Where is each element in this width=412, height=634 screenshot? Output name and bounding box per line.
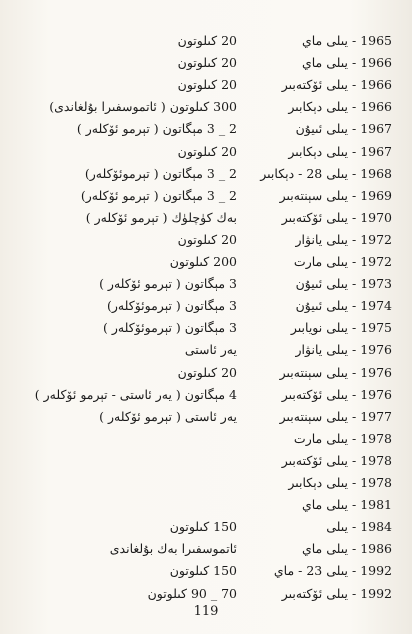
list-item <box>0 251 412 273</box>
list-item <box>0 163 412 185</box>
list-item <box>0 560 412 582</box>
test-yield: 200 كىلوتون <box>169 254 237 269</box>
list-item <box>0 538 412 560</box>
test-yield: 20 كىلوتون <box>177 143 237 159</box>
list-item <box>0 516 412 538</box>
test-yield: 3 مېگاتون ( تېرمو ئۆكلەر ) <box>99 276 237 292</box>
test-yield: 20 كىلوتون <box>177 33 237 48</box>
test-date: 1967 - يىلى دېكابىر <box>288 143 392 159</box>
list-item <box>0 118 412 140</box>
test-yield: ئاتموسفىرا بەك بۇلغاندى <box>109 541 237 557</box>
test-date: 1976 - يىلى يانۋار <box>295 342 392 358</box>
test-date: 1978 - يىلى مارت <box>293 430 392 446</box>
test-yield: 2 _ 3 مېگاتون ( تېرمو ئۆكلەر) <box>80 187 237 203</box>
test-yield: 150 كىلوتون <box>169 519 237 535</box>
test-date: 1973 - يىلى ئىيۇن <box>295 276 392 292</box>
list-item <box>0 96 412 118</box>
test-date: 1969 - يىلى سېنتەبىر <box>279 187 392 203</box>
test-yield: 3 مېگاتون ( تېرموئۆكلەر) <box>107 298 237 314</box>
test-date: 1981 - يىلى ماي <box>301 497 392 513</box>
list-item <box>0 494 412 516</box>
test-yield: 3 مېگاتون ( تېرموئۆكلەر ) <box>103 320 237 336</box>
test-date: 1972 - يىلى مارت <box>293 254 392 269</box>
list-item <box>0 52 412 74</box>
test-date: 1970 - يىلى ئۆكتەبىر <box>281 209 392 225</box>
list-item <box>0 207 412 229</box>
list-item <box>0 339 412 361</box>
list-item <box>0 428 412 450</box>
test-date: 1992 - يىلى ئۆكتەبىر <box>281 585 392 601</box>
test-date: 1992 - يىلى 23 - ماي <box>273 563 392 579</box>
list-item <box>0 362 412 384</box>
list-item <box>0 583 412 605</box>
list-item <box>0 472 412 494</box>
list-item <box>0 273 412 295</box>
test-yield: 20 كىلوتون <box>177 77 237 93</box>
list-item <box>0 317 412 339</box>
list-item <box>0 450 412 472</box>
test-yield: يەر ئاستى <box>184 342 237 358</box>
test-date: 1974 - يىلى ئىيۇن <box>295 298 392 314</box>
test-date: 1978 - يىلى دېكابىر <box>288 475 392 490</box>
test-date: 1977 - يىلى سېنتەبىر <box>279 408 392 424</box>
test-yield: يەر ئاستى ( تېرمو ئۆكلەر ) <box>99 408 237 424</box>
list-item <box>0 384 412 406</box>
list-item <box>0 74 412 96</box>
test-yield: 300 كىلوتون ( ئاتموسفىرا بۇلغاندى) <box>49 99 237 115</box>
test-date: 1986 - يىلى ماي <box>301 541 392 557</box>
test-yield: 150 كىلوتون <box>169 563 237 579</box>
test-date: 1966 - يىلى ماي <box>301 55 392 71</box>
test-date: 1984 - يىلى <box>326 519 392 535</box>
page-number: 119 <box>193 604 219 619</box>
list-item <box>0 185 412 207</box>
test-yield: 2 _ 3 مېگاتون ( تېرمو ئۆكلەر ) <box>76 121 237 137</box>
test-yield: 20 كىلوتون <box>177 231 237 247</box>
test-date: 1966 - يىلى دېكابىر <box>288 99 392 115</box>
test-date: 1978 - يىلى ئۆكتەبىر <box>281 452 392 468</box>
test-yield: 2 _ 3 مېگاتون ( تېرموئۆكلەر) <box>84 165 237 181</box>
test-date: 1965 - يىلى ماي <box>301 33 392 48</box>
test-yield: 4 مېگاتون ( يەر ئاستى - تېرمو ئۆكلەر ) <box>34 386 237 402</box>
test-date: 1972 - يىلى يانۋار <box>295 231 392 247</box>
test-yield: 20 كىلوتون <box>177 364 237 380</box>
list-item <box>0 295 412 317</box>
test-yield: 70 _ 90 كىلوتون <box>147 585 237 601</box>
test-date: 1976 - يىلى سېنتەبىر <box>279 364 392 380</box>
list-item <box>0 229 412 251</box>
test-date: 1967 - يىلى ئىيۇن <box>295 121 392 137</box>
list-item <box>0 141 412 163</box>
test-date: 1975 - يىلى نويابىر <box>290 320 392 336</box>
test-date: 1966 - يىلى ئۆكتەبىر <box>281 77 392 93</box>
list-item <box>0 30 412 52</box>
test-yield: 20 كىلوتون <box>177 55 237 71</box>
test-yield: بەك كۈچلۈك ( تېرمو ئۆكلەر ) <box>85 209 237 225</box>
list-item <box>0 406 412 428</box>
test-date: 1968 - يىلى 28 - دېكابىر <box>260 165 392 181</box>
test-date: 1976 - يىلى ئۆكتەبىر <box>281 386 392 402</box>
